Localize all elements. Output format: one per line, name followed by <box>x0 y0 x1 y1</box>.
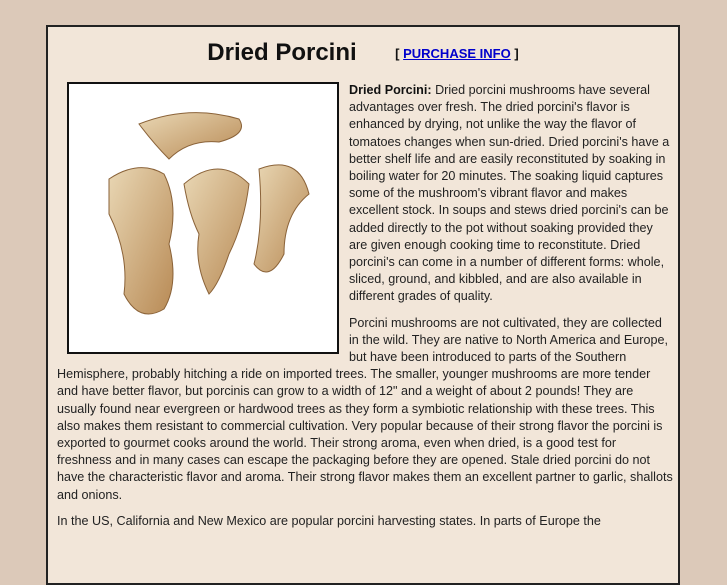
intro-text: Dried porcini mushrooms have several advantages over fresh. The dried porcini's flavor is enhanced by drying, not unlike the way the flavor of tomatoes changes when sun-dried. Dried porcini's have a better shelf life and are easily reconstituted by soaking in boiling water for 20 minutes. The soaking liquid captures some of the mushroom's vibrant flavor and makes excellent stock. In soups and stews dried porcini's can be added directly to the pot without soaking provided they are given enough cooking time to reconstitute. Dried porcini's can come in a number of different forms: whole, sliced, ground, and kibbled, and are also available in different grades of quality. <box>349 83 670 304</box>
porcini-photo <box>67 82 339 354</box>
bracket-open: [ <box>395 45 400 61</box>
content-panel <box>46 25 680 585</box>
purchase-info-link[interactable]: PURCHASE INFO <box>403 45 511 61</box>
page-title: Dried Porcini <box>207 39 357 66</box>
title-row <box>48 39 678 67</box>
paragraph-harvest: In the US, California and New Mexico are popular porcini harvesting states. In parts of Europe the <box>57 513 601 528</box>
paragraph-origin: Porcini mushrooms are not cultivated, they are collected in the wild. They are native to North America and Europe, but have been introduced to parts of the Southern Hemisphere, probably hitching a ride on imported trees. The smaller, younger mushrooms are more tender and have better flavor, but porcinis can grow to a width of 12" and a weight of about 2 pounds! They are usually found near evergreen or hardwood trees as they form a symbiotic relationship with these trees. This also makes them resistant to commercial cultivation. Very popular because of their strong flavor the porcini is exported to gourmet cooks around the world. Their strong aroma, even when dried, is a good test for freshness and in many cases can escape the packaging before they are opened. Stale dried porcini do not have the characteristic flavor and aroma. Their strong flavor makes them an excellent partner to garlic, shallots and onions. <box>57 315 673 502</box>
intro-lead: Dried Porcini: <box>349 83 432 97</box>
purchase-info <box>395 46 519 61</box>
bracket-close: ] <box>514 45 519 61</box>
dried-mushroom-image <box>69 84 337 352</box>
article-body <box>57 82 673 539</box>
